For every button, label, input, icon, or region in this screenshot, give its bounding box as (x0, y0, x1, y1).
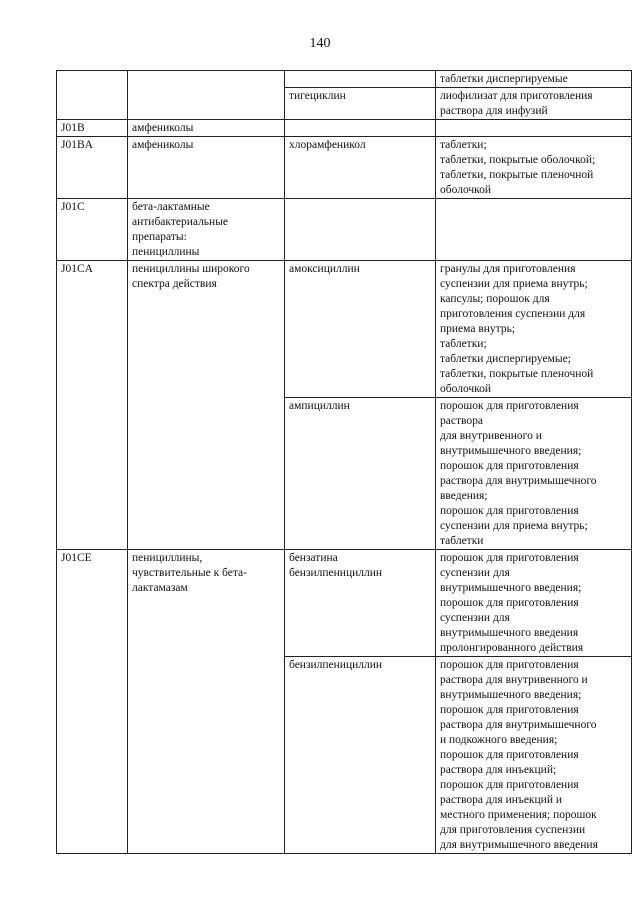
table-row (57, 550, 632, 657)
drug-name-cell: амоксициллин (285, 261, 436, 398)
table-row (57, 137, 632, 199)
atc-code-cell: J01B (57, 120, 128, 137)
dosage-form-cell (436, 120, 632, 137)
atc-code-cell: J01CE (57, 550, 128, 854)
group-name-cell: пенициллины широкого спектра действия (128, 261, 285, 550)
drug-table (56, 70, 632, 854)
atc-code-cell: J01BA (57, 137, 128, 199)
group-name-cell: амфениколы (128, 120, 285, 137)
page-number: 140 (309, 36, 331, 51)
drug-name-cell: бензилпенициллин (285, 657, 436, 854)
dosage-form-cell: гранулы для приготовления суспензии для приема внутрь; капсулы; порошок для приготовления суспензии для приема внутрь; таблетки; таблетки диспергируемые; таблетки, покрытые пленочной оболочкой (436, 261, 632, 398)
drug-name-cell: бензатина бензилпенициллин (285, 550, 436, 657)
atc-code-cell: J01CA (57, 261, 128, 550)
dosage-form-cell: таблетки диспергируемые (436, 71, 632, 88)
group-name-cell: амфениколы (128, 137, 285, 199)
atc-code-cell (57, 71, 128, 120)
dosage-form-cell: таблетки; таблетки, покрытые оболочкой; таблетки, покрытые пленочной оболочкой (436, 137, 632, 199)
atc-code-cell: J01C (57, 199, 128, 261)
group-name-cell: пенициллины, чувствительные к бета- лактамазам (128, 550, 285, 854)
drug-name-cell: ампициллин (285, 398, 436, 550)
drug-name-cell: хлорамфеникол (285, 137, 436, 199)
dosage-form-cell: порошок для приготовления суспензии для внутримышечного введения; порошок для приготовления суспензии для внутримышечного введения пролонгированного действия (436, 550, 632, 657)
drug-name-cell (285, 71, 436, 88)
drug-name-cell: тигециклин (285, 88, 436, 120)
group-name-cell (128, 71, 285, 120)
table-row (57, 71, 632, 88)
dosage-form-cell: лиофилизат для приготовления раствора для инфузий (436, 88, 632, 120)
dosage-form-cell: порошок для приготовления раствора для внутривенного и внутримышечного введения; порошок для приготовления раствора для внутримышечного введения; порошок для приготовления суспензии для приема внутрь; таблетки (436, 398, 632, 550)
dosage-form-cell: порошок для приготовления раствора для внутривенного и внутримышечного введения; порошок для приготовления раствора для внутримышечного и подкожного введения; порошок для приготовления раствора для инъекций; порошок для приготовления раствора для инъекций и местного применения; порошок для приготовления суспензии для внутримышечного введения (436, 657, 632, 854)
dosage-form-cell (436, 199, 632, 261)
drug-name-cell (285, 199, 436, 261)
group-name-cell: бета-лактамные антибактериальные препараты: пенициллины (128, 199, 285, 261)
table-row (57, 120, 632, 137)
table-row (57, 199, 632, 261)
drug-name-cell (285, 120, 436, 137)
table-row (57, 261, 632, 398)
